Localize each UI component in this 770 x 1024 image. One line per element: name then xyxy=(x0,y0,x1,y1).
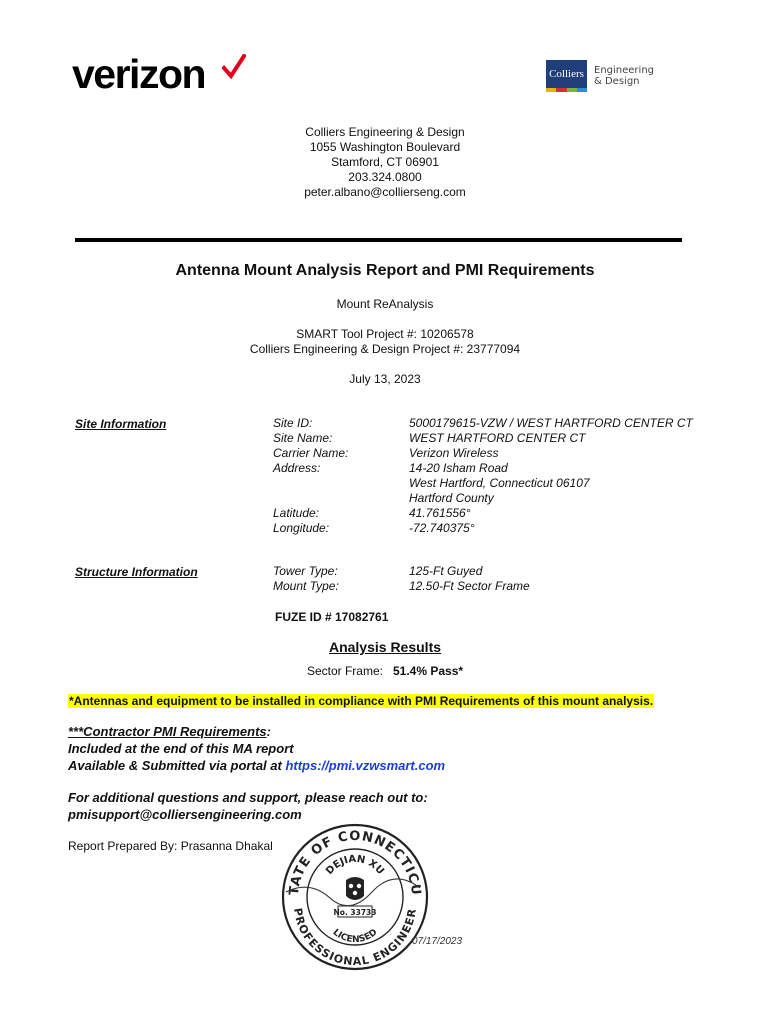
site-information-label: Site Information xyxy=(75,417,167,431)
colliers-logo-line1: Engineering xyxy=(594,65,654,76)
contractor-pmi-line1: Included at the end of this MA report xyxy=(68,741,294,756)
mount-type-key: Mount Type: xyxy=(273,579,339,593)
smart-project-number: SMART Tool Project #: 10206578 xyxy=(296,327,474,341)
address-street: 1055 Washington Boulevard xyxy=(309,140,461,154)
address-city: Stamford, CT 06901 xyxy=(331,155,439,169)
report-subtitle: Mount ReAnalysis xyxy=(336,297,434,311)
horizontal-rule xyxy=(75,238,682,242)
site-information-keys xyxy=(273,416,348,536)
address-key: Address: xyxy=(273,461,321,475)
carrier-name-value: Verizon Wireless xyxy=(409,446,499,460)
support-line1: For additional questions and support, please reach out to: xyxy=(68,790,428,805)
checkmark-icon xyxy=(222,54,246,80)
colliers-logo xyxy=(546,60,656,94)
contractor-pmi-heading xyxy=(68,723,445,740)
seal-bottom-text: PROFESSIONAL ENGINEER xyxy=(291,907,419,969)
seal-graphic xyxy=(280,822,430,972)
signature-date: 07/17/2023 xyxy=(412,936,463,947)
contractor-pmi-heading-colon: : xyxy=(266,724,271,739)
verizon-logo-text: verizon xyxy=(72,51,206,97)
colliers-logo-box: Colliers xyxy=(546,60,587,88)
pmi-portal-link[interactable]: https://pmi.vzwsmart.com xyxy=(285,758,446,773)
analysis-results-heading: Analysis Results xyxy=(328,639,442,655)
colliers-logo-stripe xyxy=(546,88,587,92)
address-key-blank xyxy=(273,491,348,506)
structure-information-keys xyxy=(273,564,339,594)
county-value: Hartford County xyxy=(409,491,494,505)
prepared-by: Report Prepared By: Prasanna Dhakal xyxy=(68,839,273,853)
seal-licensed: LICENSED xyxy=(330,927,380,946)
support-block xyxy=(68,789,428,823)
seal-top-text: TATE OF CONNECTICU xyxy=(286,828,424,897)
longitude-value: -72.740375° xyxy=(409,521,475,535)
site-name-value: WEST HARTFORD CENTER CT xyxy=(409,431,586,445)
pmi-compliance-note: *Antennas and equipment to be installed in compliance with PMI Requirements of this mount analysis. xyxy=(69,694,654,708)
mount-type-value: 12.50-Ft Sector Frame xyxy=(409,579,530,593)
seal-name: DEJIAN XU xyxy=(324,853,386,877)
sector-frame-label: Sector Frame: xyxy=(306,664,383,678)
address-company: Colliers Engineering & Design xyxy=(305,125,465,139)
report-date: July 13, 2023 xyxy=(349,372,421,386)
address-key-blank xyxy=(273,476,348,491)
address-line2-value: West Hartford, Connecticut 06107 xyxy=(409,476,590,490)
colliers-logo-line2: & Design xyxy=(594,76,640,87)
contractor-pmi-heading-text: ***Contractor PMI Requirements xyxy=(68,724,267,739)
tower-type-key: Tower Type: xyxy=(273,564,338,578)
contractor-pmi-line2 xyxy=(68,757,445,774)
site-id-key: Site ID: xyxy=(273,416,313,430)
engineer-seal xyxy=(280,822,430,972)
latitude-value: 41.761556° xyxy=(409,506,471,520)
fuze-id: FUZE ID # 17082761 xyxy=(275,610,389,624)
address-block xyxy=(0,125,770,200)
address-email: peter.albano@collierseng.com xyxy=(304,185,466,199)
site-information-values xyxy=(409,416,693,536)
state-crest-icon xyxy=(346,877,364,900)
address-phone: 203.324.0800 xyxy=(348,170,422,184)
contractor-pmi-block xyxy=(68,723,445,774)
tower-type-value: 125-Ft Guyed xyxy=(409,564,483,578)
longitude-key: Longitude: xyxy=(273,521,330,535)
carrier-name-key: Carrier Name: xyxy=(273,446,349,460)
structure-information-values xyxy=(409,564,530,594)
ced-project-number: Colliers Engineering & Design Project #: 23777094 xyxy=(249,342,521,356)
verizon-logo xyxy=(72,50,247,98)
latitude-key: Latitude: xyxy=(273,506,320,520)
structure-information-label: Structure Information xyxy=(75,565,198,579)
address-line1-value: 14-20 Isham Road xyxy=(409,461,508,475)
seal-license-number: No. 33733 xyxy=(333,908,377,917)
support-email: pmisupport@colliersengineering.com xyxy=(68,807,302,822)
portal-prefix: Available & Submitted via portal at xyxy=(68,758,286,773)
site-id-value: 5000179615-VZW / WEST HARTFORD CENTER CT xyxy=(409,416,693,430)
site-name-key: Site Name: xyxy=(273,431,333,445)
colliers-logo-subtitle xyxy=(594,65,654,87)
analysis-results-line xyxy=(0,664,770,678)
sector-frame-result: 51.4% Pass* xyxy=(392,664,464,678)
report-title: Antenna Mount Analysis Report and PMI Requirements xyxy=(175,262,595,279)
